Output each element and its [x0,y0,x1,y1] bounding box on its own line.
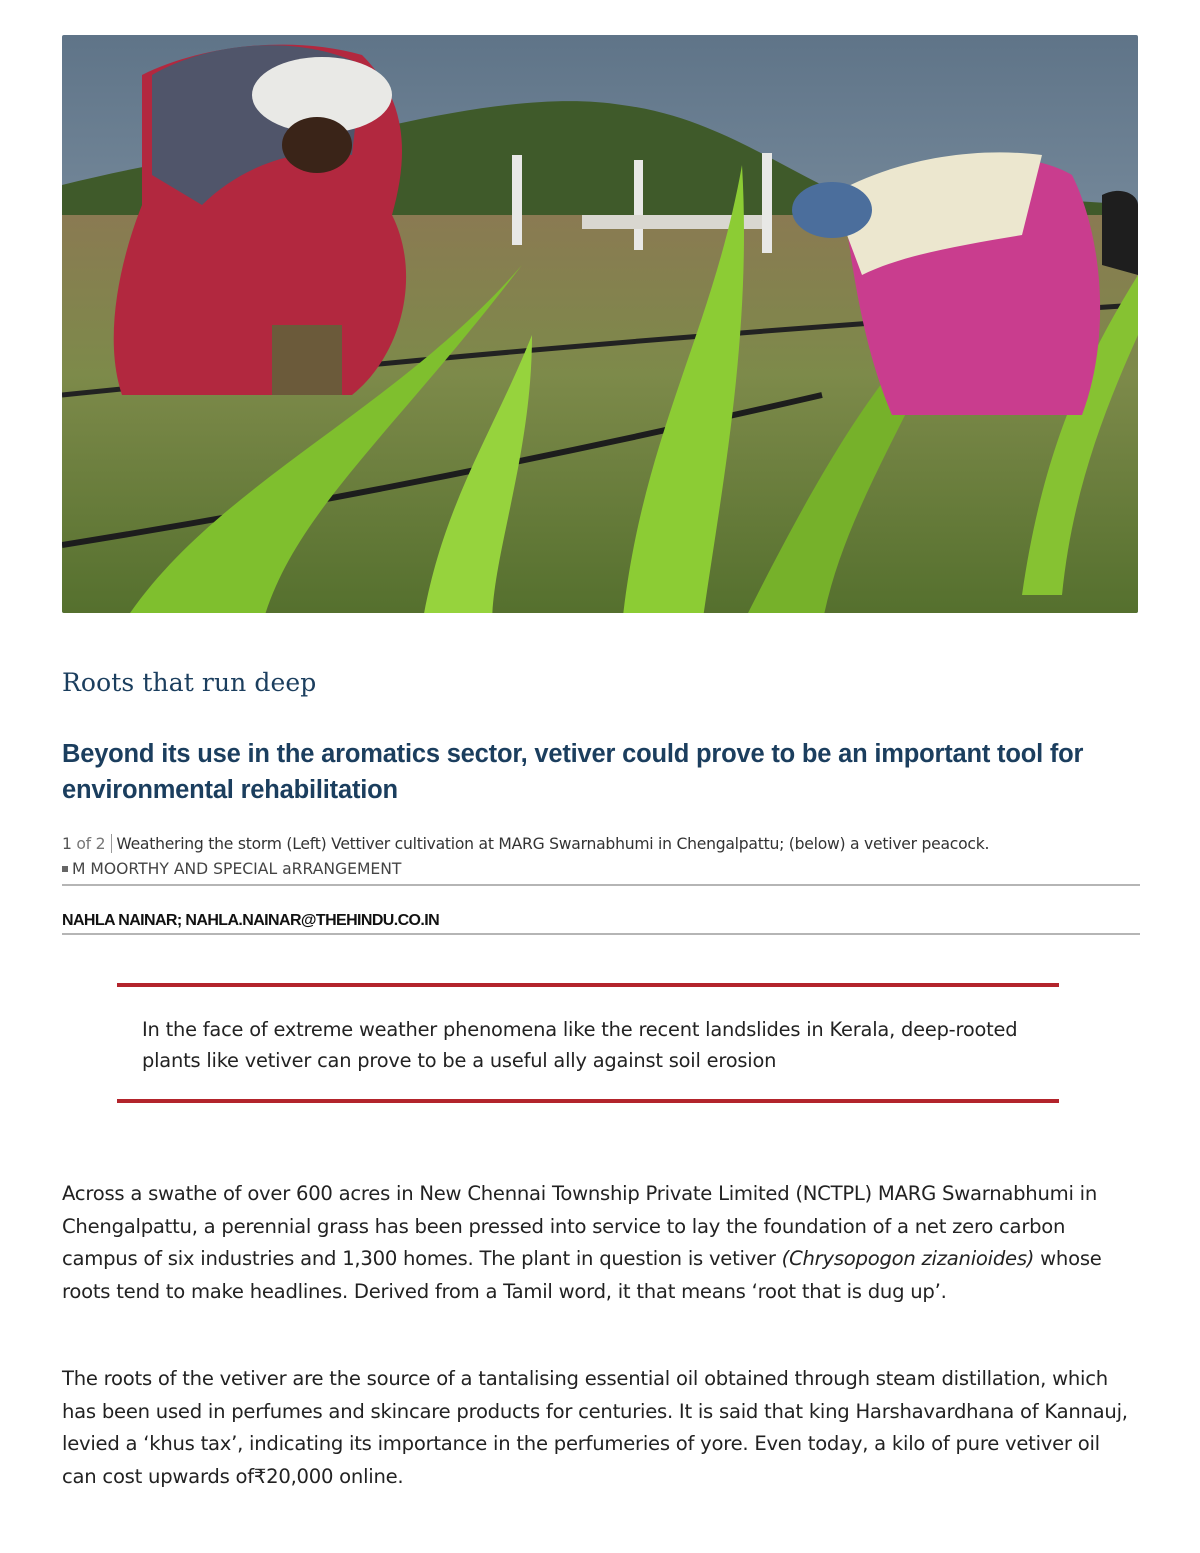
gallery-counter[interactable] [62,835,105,853]
farm-workers-photo [62,35,1138,613]
camera-credit-icon [62,866,68,872]
gallery-index: 1 [62,835,72,853]
article-headline: Roots that run deep [62,668,317,697]
gallery-total: of 2 [76,835,106,853]
photo-caption [62,832,1140,882]
pull-quote: In the face of extreme weather phenomena like the recent landslides in Kerala, deep-rooted plants like vetiver can prove to be a useful ally against soil erosion [142,1018,1018,1072]
paragraph-text: Across a swathe of over 600 acres in New Chennai Township Private Limited (NCTPL) MARG Swarnabhumi in Chengalpattu, a perennial grass has been pressed into service to lay the foundation of a net zero carbon campus of six industries and 1,300 homes. The plant in question is vetiver [62,1182,1098,1270]
photo-credit: M MOORTHY AND SPECIAL aRRANGEMENT [72,860,402,878]
article-subheadline: Beyond its use in the aromatics sector, vetiver could prove to be an important tool for environmental rehabilitation [62,740,1084,804]
caption-text: Weathering the storm (Left) Vettiver cultivation at MARG Swarnabhumi in Chengalpattu; (below) a vetiver peacock. [116,835,990,853]
byline-divider-bottom [62,933,1140,935]
pull-quote-rule-top [117,983,1059,987]
body-paragraph-2: The roots of the vetiver are the source of a tantalising essential oil obtained through steam distillation, which has been used in perfumes and skincare products for centuries. It is said that king Harshavardhana of Kannauj, levied a ‘khus tax’, indicating its importance in the perfumeries of yore. Even today, a kilo of pure vetiver oil can cost upwards of₹20,000 online. [62,1367,1128,1488]
paragraph-text: whose roots tend to make headlines. Derived from a Tamil word, it that means ‘root that is dug up’. [62,1247,1102,1303]
body-paragraph-1 [62,1178,1140,1308]
caption-separator [111,834,112,853]
pull-quote-rule-bottom [117,1099,1059,1103]
scientific-name: (Chrysopogon zizanioides) [781,1247,1035,1270]
author-byline[interactable]: NAHLA NAINAR; NAHLA.NAINAR@THEHINDU.CO.IN [62,912,440,929]
hero-photo [62,35,1138,613]
byline-divider-top [62,884,1140,886]
